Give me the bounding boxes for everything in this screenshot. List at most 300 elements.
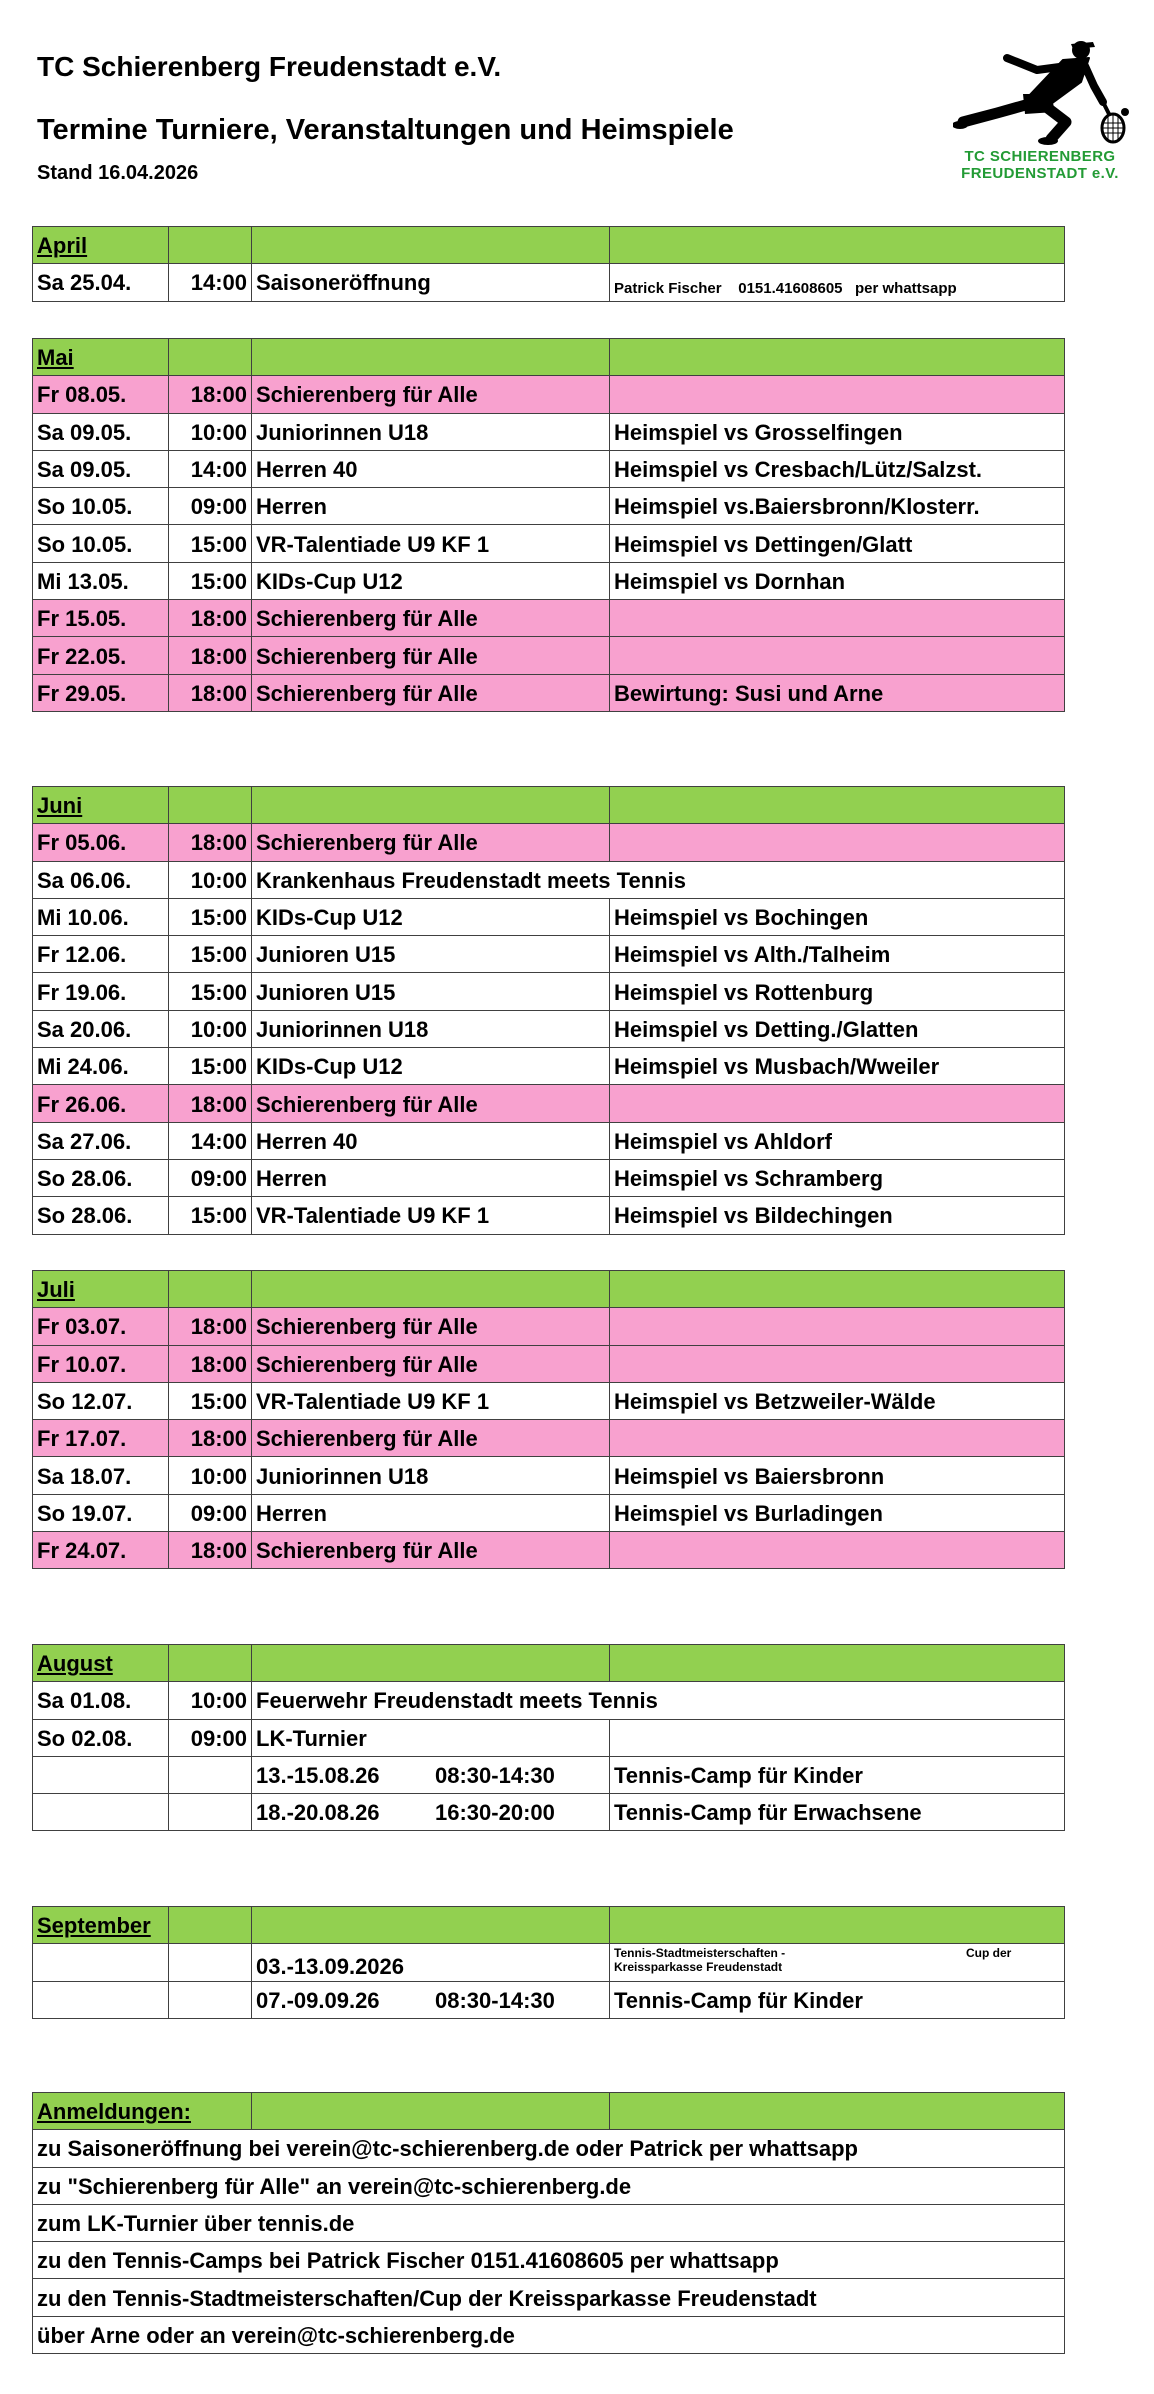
event-row (33, 525, 1065, 562)
info-cell (610, 1981, 1065, 2018)
date-cell (33, 1085, 169, 1122)
event-name: Schierenberg für Alle (256, 606, 478, 632)
event-time: 14:00 (190, 270, 247, 296)
info-cell (610, 1345, 1065, 1382)
event-name: Feuerwehr Freudenstadt meets Tennis (256, 1688, 658, 1714)
event-hours: 16:30-20:00 (435, 1800, 555, 1826)
registration-title-cell (33, 2093, 252, 2130)
event-cell (252, 1457, 610, 1494)
logo-line-1: TC SCHIERENBERG (964, 148, 1116, 165)
date-cell (33, 1756, 169, 1793)
event-name: Krankenhaus Freudenstadt meets Tennis (256, 867, 686, 893)
month-section-juni (32, 786, 1064, 1235)
info-cell (610, 936, 1065, 973)
empty-cell (169, 227, 252, 264)
month-cell (33, 339, 169, 376)
time-cell (169, 1682, 252, 1719)
time-cell (169, 1756, 252, 1793)
schedule-table (32, 1644, 1065, 1831)
event-cell (252, 1420, 610, 1457)
time-cell (169, 264, 252, 301)
info-cell (610, 525, 1065, 562)
empty-cell (610, 2093, 1065, 2130)
empty-cell (169, 1271, 252, 1308)
registration-line: über Arne oder an verein@tc-schierenberg.de (33, 2316, 1065, 2353)
contact-cell (610, 264, 1065, 301)
time-cell (169, 898, 252, 935)
event-info: Heimspiel vs Cresbach/Lütz/Salzst. (614, 457, 983, 483)
event-date: Fr 03.07. (37, 1314, 127, 1340)
date-cell (33, 1532, 169, 1569)
event-date: Sa 01.08. (37, 1688, 132, 1714)
event-name: Herren (256, 1500, 327, 1526)
event-row (33, 1382, 1065, 1419)
event-time: 18:00 (190, 606, 247, 632)
event-name: VR-Talentiade U9 KF 1 (256, 531, 490, 557)
event-date: Sa 09.05. (37, 457, 132, 483)
month-title: Juli (37, 1277, 75, 1303)
event-info: Heimspiel vs Dettingen/Glatt (614, 531, 913, 557)
event-row-highlighted (33, 600, 1065, 637)
event-cell (252, 450, 610, 487)
time-cell (169, 1159, 252, 1196)
club-logo (950, 36, 1130, 186)
info-cell (610, 1756, 1065, 1793)
time-cell (169, 1122, 252, 1159)
time-cell (169, 376, 252, 413)
logo-line-2: FREUDENSTADT e.V. (961, 165, 1119, 182)
month-cell (33, 227, 169, 264)
event-date: So 10.05. (37, 531, 133, 557)
info-cell (610, 973, 1065, 1010)
event-name: Saisoneröffnung (256, 270, 431, 296)
event-info: Heimspiel vs.Baiersbronn/Klosterr. (614, 494, 980, 520)
event-time: 09:00 (190, 1725, 247, 1751)
event-time: 14:00 (190, 457, 247, 483)
event-date: Fr 19.06. (37, 979, 127, 1005)
event-hours: 08:30-14:30 (435, 1763, 555, 1789)
event-name: Schierenberg für Alle (256, 382, 478, 408)
date-cell (33, 1794, 169, 1831)
event-row-highlighted (33, 1532, 1065, 1569)
event-row (33, 1756, 1065, 1793)
event-name: KIDs-Cup U12 (256, 568, 403, 594)
event-time: 10:00 (190, 1463, 247, 1489)
date-cell (33, 413, 169, 450)
registration-row (33, 2242, 1065, 2279)
event-row (33, 1944, 1065, 1981)
registration-header-row (33, 2093, 1065, 2130)
event-name: Herren (256, 494, 327, 520)
registration-row (33, 2316, 1065, 2353)
event-date: Fr 08.05. (37, 382, 127, 408)
time-cell (169, 1010, 252, 1047)
date-cell (33, 450, 169, 487)
time-cell (169, 1794, 252, 1831)
club-name: TC Schierenberg Freudenstadt e.V. (37, 51, 502, 82)
event-row (33, 264, 1065, 301)
empty-cell (252, 1645, 610, 1682)
event-info: Heimspiel vs Rottenburg (614, 979, 874, 1005)
info-cell (610, 1197, 1065, 1234)
event-row (33, 488, 1065, 525)
note-cell (610, 1944, 1065, 1981)
date-cell (33, 1457, 169, 1494)
empty-cell (252, 787, 610, 824)
date-cell (33, 562, 169, 599)
event-time: 15:00 (190, 905, 247, 931)
event-date-range: 07.-09.09.26 (256, 1987, 380, 2013)
time-cell (169, 1981, 252, 2018)
info-cell (610, 562, 1065, 599)
registration-row (33, 2279, 1065, 2316)
event-row-highlighted (33, 1308, 1065, 1345)
event-cell (252, 1794, 610, 1831)
info-cell (610, 1010, 1065, 1047)
event-row (33, 1010, 1065, 1047)
event-name: Juniorinnen U18 (256, 1463, 429, 1489)
event-cell (252, 1944, 610, 1981)
empty-cell (169, 787, 252, 824)
month-title: April (37, 233, 88, 259)
event-row (33, 973, 1065, 1010)
info-cell (610, 450, 1065, 487)
event-info: Heimspiel vs Detting./Glatten (614, 1016, 919, 1042)
event-info: Heimspiel vs Ahldorf (614, 1128, 833, 1154)
event-cell (252, 898, 610, 935)
time-cell (169, 1048, 252, 1085)
date-cell (33, 1682, 169, 1719)
event-cell (252, 1494, 610, 1531)
info-cell (610, 674, 1065, 711)
date-cell (33, 1494, 169, 1531)
event-time: 18:00 (190, 382, 247, 408)
event-row (33, 1048, 1065, 1085)
event-info: Heimspiel vs Schramberg (614, 1166, 884, 1192)
event-info: Heimspiel vs Grosselfingen (614, 419, 903, 445)
registration-line: zum LK-Turnier über tennis.de (33, 2204, 1065, 2241)
date-cell (33, 1197, 169, 1234)
date-cell (33, 1944, 169, 1981)
empty-cell (252, 227, 610, 264)
event-time: 10:00 (190, 1688, 247, 1714)
time-cell (169, 1944, 252, 1981)
event-name: Schierenberg für Alle (256, 1538, 478, 1564)
event-cell (252, 525, 610, 562)
event-name: Juniorinnen U18 (256, 419, 429, 445)
empty-cell (169, 1645, 252, 1682)
month-section-juli (32, 1270, 1064, 1569)
event-cell (252, 824, 610, 861)
event-time: 10:00 (190, 419, 247, 445)
event-row (33, 1494, 1065, 1531)
date-cell (33, 525, 169, 562)
event-date: So 10.05. (37, 494, 133, 520)
info-cell (610, 1532, 1065, 1569)
event-row (33, 861, 1065, 898)
info-cell (610, 1308, 1065, 1345)
event-cell (252, 1159, 610, 1196)
event-cell (252, 488, 610, 525)
info-cell (610, 413, 1065, 450)
event-name: KIDs-Cup U12 (256, 1054, 403, 1080)
event-name: KIDs-Cup U12 (256, 905, 403, 931)
logo-lettering (950, 148, 1130, 182)
event-time: 15:00 (190, 942, 247, 968)
event-time: 09:00 (190, 494, 247, 520)
date-cell (33, 861, 169, 898)
event-info: Heimspiel vs Dornhan (614, 568, 846, 594)
registration-row (33, 2167, 1065, 2204)
event-name: Schierenberg für Alle (256, 680, 478, 706)
event-row (33, 1794, 1065, 1831)
time-cell (169, 1382, 252, 1419)
schedule-table (32, 1906, 1065, 2019)
empty-cell (610, 1271, 1065, 1308)
time-cell (169, 1197, 252, 1234)
month-header-row (33, 1907, 1065, 1944)
event-time: 15:00 (190, 531, 247, 557)
date-cell (33, 898, 169, 935)
empty-cell (252, 2093, 610, 2130)
month-cell (33, 1907, 169, 1944)
event-info: Heimspiel vs Baiersbronn (614, 1463, 885, 1489)
event-date: Sa 27.06. (37, 1128, 132, 1154)
event-hours: 08:30-14:30 (435, 1987, 555, 2013)
empty-cell (610, 1645, 1065, 1682)
event-row (33, 1122, 1065, 1159)
date-cell (33, 936, 169, 973)
info-cell (610, 1122, 1065, 1159)
time-cell (169, 413, 252, 450)
empty-cell (252, 1907, 610, 1944)
event-date: Fr 17.07. (37, 1426, 127, 1452)
event-date: Sa 20.06. (37, 1016, 132, 1042)
time-cell (169, 600, 252, 637)
registration-table (32, 2092, 1065, 2354)
note-text: Tennis-Stadtmeisterschaften - (614, 1946, 786, 1961)
event-date: So 02.08. (37, 1725, 133, 1751)
month-cell (33, 1645, 169, 1682)
date-cell (33, 674, 169, 711)
event-info: Bewirtung: Susi und Arne (614, 680, 884, 706)
event-name: LK-Turnier (256, 1725, 367, 1751)
event-row (33, 1197, 1065, 1234)
event-row-highlighted (33, 674, 1065, 711)
event-name: Schierenberg für Alle (256, 1314, 478, 1340)
event-date: Sa 06.06. (37, 867, 132, 893)
time-cell (169, 861, 252, 898)
time-cell (169, 1085, 252, 1122)
event-date: So 12.07. (37, 1389, 133, 1415)
event-row (33, 1159, 1065, 1196)
info-cell (610, 1719, 1065, 1756)
contact-info: Patrick Fischer 0151.41608605 per whattsapp (614, 279, 957, 297)
event-info: Heimspiel vs Bildechingen (614, 1203, 893, 1229)
event-cell (252, 1085, 610, 1122)
info-cell (610, 1048, 1065, 1085)
time-cell (169, 1345, 252, 1382)
event-name: Herren (256, 1166, 327, 1192)
event-info: Tennis-Camp für Kinder (614, 1987, 863, 2013)
schedule-table (32, 786, 1065, 1235)
event-time: 15:00 (190, 1389, 247, 1415)
time-cell (169, 450, 252, 487)
time-cell (169, 1532, 252, 1569)
event-row (33, 1719, 1065, 1756)
date-cell (33, 1010, 169, 1047)
time-cell (169, 637, 252, 674)
event-date: Sa 09.05. (37, 419, 132, 445)
note-line: Kreissparkasse Freudenstadt (614, 1960, 783, 1975)
event-name: Herren 40 (256, 457, 358, 483)
event-info: Heimspiel vs Bochingen (614, 905, 869, 931)
event-name: Junioren U15 (256, 942, 396, 968)
event-date: Sa 18.07. (37, 1463, 132, 1489)
month-header-row (33, 1271, 1065, 1308)
event-time: 15:00 (190, 568, 247, 594)
event-date: Fr 05.06. (37, 830, 127, 856)
event-date: Sa 25.04. (37, 270, 132, 296)
event-date: Fr 22.05. (37, 643, 127, 669)
event-time: 09:00 (190, 1166, 247, 1192)
event-time: 15:00 (190, 979, 247, 1005)
event-row (33, 562, 1065, 599)
event-cell (252, 1308, 610, 1345)
event-time: 18:00 (190, 1314, 247, 1340)
empty-cell (610, 339, 1065, 376)
event-row-highlighted (33, 824, 1065, 861)
event-name: VR-Talentiade U9 KF 1 (256, 1203, 490, 1229)
registration-line: zu "Schierenberg für Alle" an verein@tc-schierenberg.de (33, 2167, 1065, 2204)
event-name: Schierenberg für Alle (256, 1091, 478, 1117)
date-cell (33, 824, 169, 861)
event-time: 15:00 (190, 1054, 247, 1080)
event-cell (252, 1719, 610, 1756)
date-cell (33, 1122, 169, 1159)
registration-line: zu den Tennis-Stadtmeisterschaften/Cup der Kreissparkasse Freudenstadt (33, 2279, 1065, 2316)
event-row-highlighted (33, 1420, 1065, 1457)
event-time: 15:00 (190, 1203, 247, 1229)
month-cell (33, 1271, 169, 1308)
date-cell (33, 637, 169, 674)
event-date-range: 18.-20.08.26 (256, 1800, 380, 1826)
date-cell (33, 1719, 169, 1756)
event-row (33, 936, 1065, 973)
event-cell (252, 973, 610, 1010)
empty-cell (169, 339, 252, 376)
event-cell (252, 1981, 610, 2018)
date-cell (33, 1308, 169, 1345)
event-cell (252, 600, 610, 637)
month-title: August (37, 1651, 113, 1677)
note-line (614, 1946, 1064, 1960)
event-date: Mi 13.05. (37, 568, 129, 594)
event-time: 18:00 (190, 680, 247, 706)
event-cell (252, 1382, 610, 1419)
event-info: Tennis-Camp für Erwachsene (614, 1800, 922, 1826)
event-name: VR-Talentiade U9 KF 1 (256, 1389, 490, 1415)
event-date-range: 13.-15.08.26 (256, 1763, 380, 1789)
info-cell (610, 824, 1065, 861)
event-date: So 19.07. (37, 1500, 133, 1526)
event-date: Fr 24.07. (37, 1538, 127, 1564)
time-cell (169, 1457, 252, 1494)
event-time: 10:00 (190, 1016, 247, 1042)
empty-cell (169, 1907, 252, 1944)
event-info: Heimspiel vs Betzweiler-Wälde (614, 1389, 936, 1415)
event-date: So 28.06. (37, 1166, 133, 1192)
month-header-row (33, 227, 1065, 264)
event-info: Heimspiel vs Musbach/Wweiler (614, 1054, 940, 1080)
empty-cell (252, 1271, 610, 1308)
info-cell (610, 898, 1065, 935)
event-time: 18:00 (190, 1426, 247, 1452)
event-name: Schierenberg für Alle (256, 1426, 478, 1452)
event-cell (252, 674, 610, 711)
event-cell (252, 1048, 610, 1085)
event-cell (252, 1756, 610, 1793)
event-info: Heimspiel vs Alth./Talheim (614, 942, 891, 968)
event-time: 10:00 (190, 867, 247, 893)
event-cell (252, 861, 1065, 898)
event-row (33, 450, 1065, 487)
time-cell (169, 824, 252, 861)
event-time: 18:00 (190, 1538, 247, 1564)
info-cell (610, 1457, 1065, 1494)
time-cell (169, 1420, 252, 1457)
page-title: Termine Turniere, Veranstaltungen und Heimspiele (37, 114, 734, 146)
month-section-september (32, 1906, 1064, 2019)
date-cell (33, 1420, 169, 1457)
month-title: September (37, 1913, 151, 1939)
registration-line: zu den Tennis-Camps bei Patrick Fischer 0151.41608605 per whattsapp (33, 2242, 1065, 2279)
event-date: Fr 29.05. (37, 680, 127, 706)
time-cell (169, 1494, 252, 1531)
registration-section (32, 2092, 1064, 2354)
event-date: Mi 24.06. (37, 1054, 129, 1080)
event-row-highlighted (33, 376, 1065, 413)
month-title: Mai (37, 345, 74, 371)
event-time: 14:00 (190, 1128, 247, 1154)
event-name: Herren 40 (256, 1128, 358, 1154)
schedule-table (32, 338, 1065, 712)
time-cell (169, 562, 252, 599)
registration-row (33, 2204, 1065, 2241)
event-row-highlighted (33, 637, 1065, 674)
event-date: Fr 15.05. (37, 606, 127, 632)
time-cell (169, 936, 252, 973)
event-name: Schierenberg für Alle (256, 1351, 478, 1377)
time-cell (169, 973, 252, 1010)
time-cell (169, 1719, 252, 1756)
event-cell (252, 1122, 610, 1159)
event-cell (252, 1345, 610, 1382)
month-cell (33, 787, 169, 824)
event-name: Juniorinnen U18 (256, 1016, 429, 1042)
month-section-mai (32, 338, 1064, 712)
event-cell (252, 413, 610, 450)
event-row (33, 898, 1065, 935)
month-header-row (33, 1645, 1065, 1682)
event-date: Fr 26.06. (37, 1091, 127, 1117)
info-cell (610, 637, 1065, 674)
event-info: Heimspiel vs Burladingen (614, 1500, 883, 1526)
event-info: Tennis-Camp für Kinder (614, 1763, 863, 1789)
date-cell (33, 488, 169, 525)
registration-line: zu Saisoneröffnung bei verein@tc-schierenberg.de oder Patrick per whattsapp (33, 2130, 1065, 2167)
event-name: Junioren U15 (256, 979, 396, 1005)
